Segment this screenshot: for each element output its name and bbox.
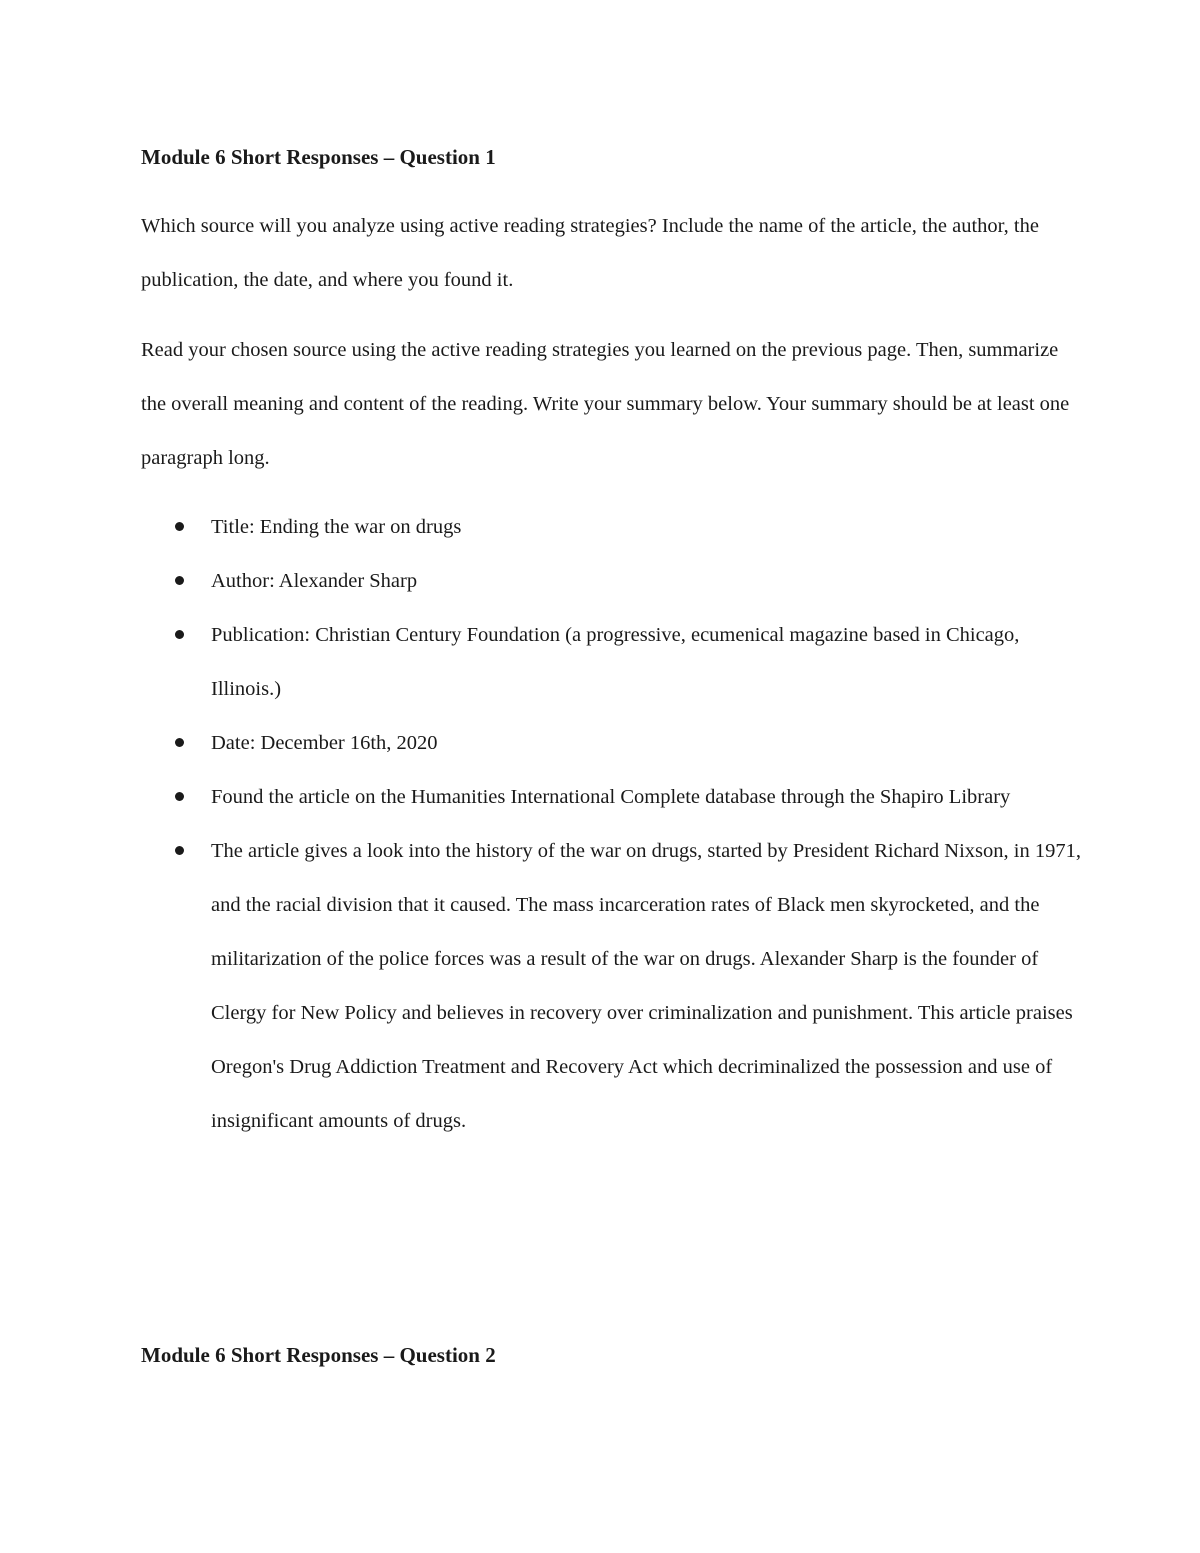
bullet-text: Title: Ending the war on drugs <box>211 516 462 538</box>
bullet-author <box>141 554 1081 608</box>
bullet-source-location <box>141 770 1081 824</box>
bullet-dot-icon <box>175 576 184 585</box>
bullet-date <box>141 716 1081 770</box>
bullet-text: The article gives a look into the history of the war on drugs, started by President Richard Nixson, in 1971, and the racial division that it caused. The mass incarceration rates of Black men skyrocketed, and the militarization of the police forces was a result of the war on drugs. Alexander Sharp is the founder of Clergy for New Policy and believes in recovery over criminalization and punishment. This article praises Oregon's Drug Addiction Treatment and Recovery Act which decriminalized the possession and use of insignificant amounts of drugs. <box>211 840 1081 1132</box>
bullet-text: Author: Alexander Sharp <box>211 570 418 592</box>
bullet-title <box>141 500 1081 554</box>
response-bullet-list <box>141 500 1081 1148</box>
bullet-dot-icon <box>175 522 184 531</box>
bullet-dot-icon <box>175 738 184 747</box>
question-1-heading: Module 6 Short Responses – Question 1 <box>141 145 496 169</box>
bullet-text: Found the article on the Humanities International Complete database through the Shapiro Library <box>211 786 1011 808</box>
bullet-dot-icon <box>175 846 184 855</box>
question-2-heading: Module 6 Short Responses – Question 2 <box>141 1343 496 1367</box>
bullet-summary <box>141 824 1081 1148</box>
prompt-paragraph-2: Read your chosen source using the active reading strategies you learned on the previous page. Then, summarize the overall meaning and content of the reading. Write your summary below. Your summary should be at least one paragraph long. <box>141 339 1070 469</box>
bullet-dot-icon <box>175 792 184 801</box>
bullet-publication <box>141 608 1081 716</box>
bullet-text: Publication: Christian Century Foundation (a progressive, ecumenical magazine based in Chicago, Illinois.) <box>211 624 1020 700</box>
bullet-text: Date: December 16th, 2020 <box>211 732 438 754</box>
prompt-paragraph-1: Which source will you analyze using active reading strategies? Include the name of the article, the author, the publication, the date, and where you found it. <box>141 215 1039 291</box>
bullet-dot-icon <box>175 630 184 639</box>
